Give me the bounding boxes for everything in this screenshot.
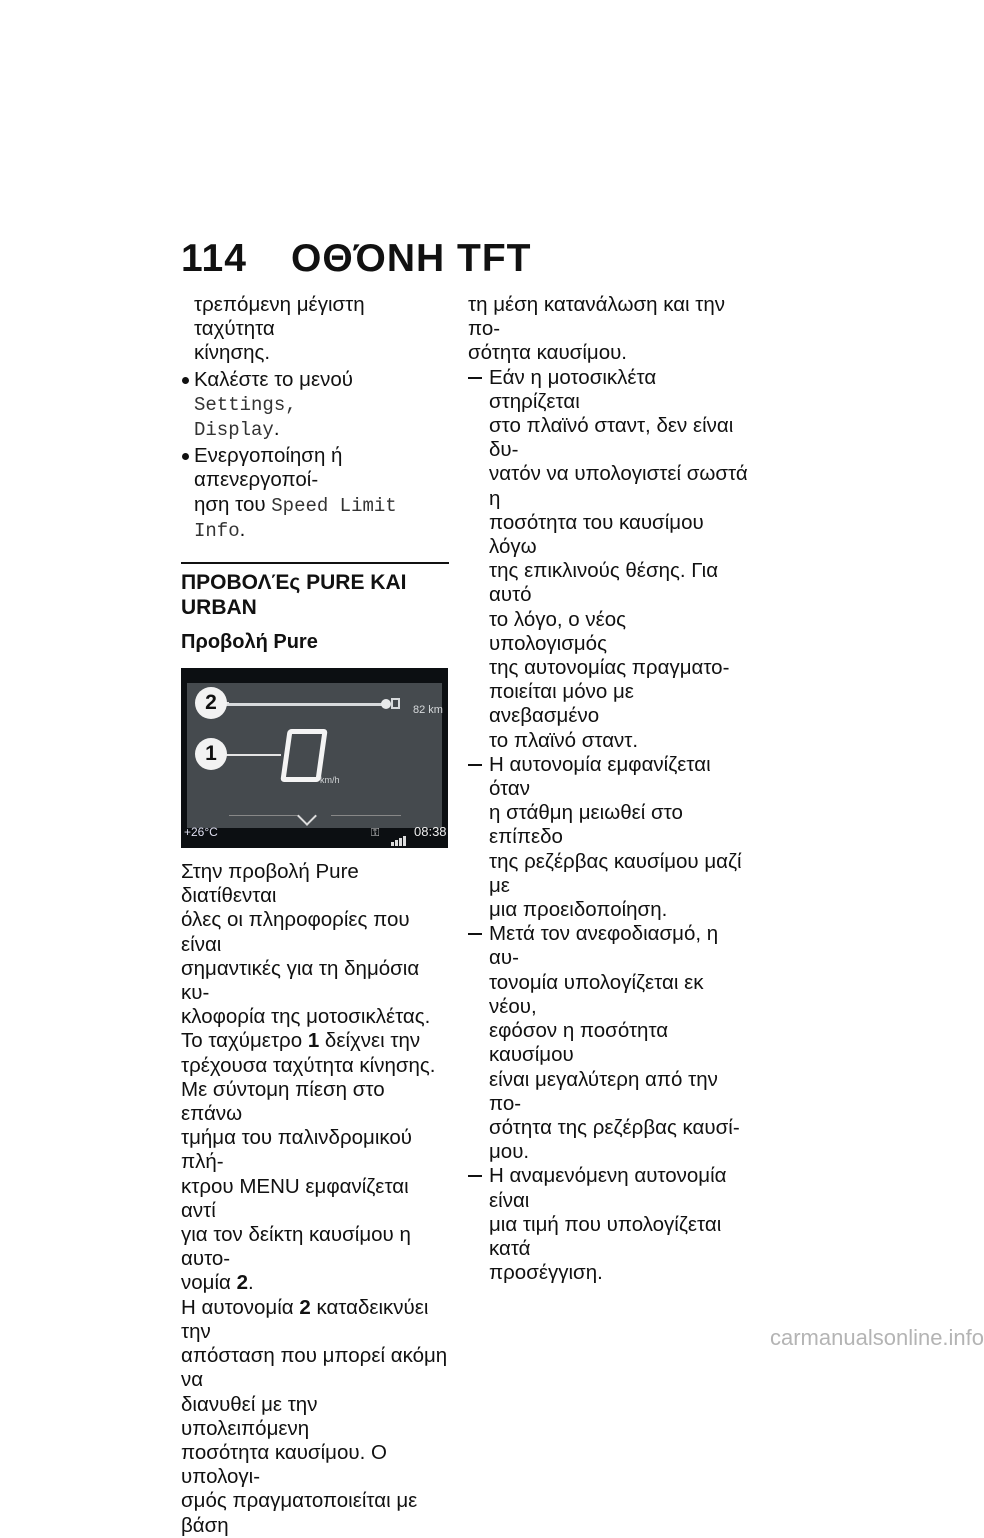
paragraph-intro: τη μέση κατανάλωση και την πο- σότητα καυσίμου. bbox=[468, 293, 726, 365]
bullet-item: Ενεργοποίηση ή απενεργοποί- ηση του Speed Limit Info. bbox=[181, 444, 449, 543]
watermark: carmanualsonline.info bbox=[770, 1325, 984, 1350]
key-icon: ⚿ bbox=[371, 827, 380, 840]
signal-strength-icon bbox=[391, 822, 407, 846]
code-display: Display bbox=[194, 419, 274, 442]
dash-item-reserve: Η αυτονομία εμφανίζεται όταν η στάθμη μειωθεί στο επίπεδο της ρεζέρβας καυσίμου μαζί με μια προειδοποίηση. bbox=[468, 753, 748, 922]
paragraph-pure-view: Στην προβολή Pure διατίθενται όλες οι πληροφορίες που είναι σημαντικές για τη δημόσια κυ- κλοφορία της μοτοσικλέτας. bbox=[181, 860, 431, 1029]
dash-item-side-stand: Εάν η μοτοσικλέτα στηρίζεται στο πλαϊνό σταντ, δεν είναι δυ- νατόν να υπολογιστεί σωστά η ποσότητα του καυσίμου λόγω της επικλινούς θέσης. Για αυτό το λόγο, ο νέος υπολογισμός της αυτονομίας πραγματο- ποιείται μόνο με ανεβασμένο το πλαϊνό σταντ. bbox=[468, 366, 748, 753]
page-number: 114 bbox=[181, 237, 247, 280]
dashboard-pure-view-figure bbox=[181, 668, 448, 848]
dash-item-refuel: Μετά τον ανεφοδιασμό, η αυ- τονομία υπολογίζεται εκ νέου, εφόσον η ποσότητα καυσίμου είναι μεγαλύτερη από την πο- σότητα της ρεζέρβας καυσί- μου. bbox=[468, 922, 748, 1164]
callout-1: 1 bbox=[195, 738, 227, 770]
right-column bbox=[468, 293, 748, 1285]
fuel-gauge-marker bbox=[381, 699, 391, 709]
clock-readout: 08:38 bbox=[414, 824, 447, 840]
speed-unit: km/h bbox=[320, 775, 340, 786]
temperature-readout: +26°C bbox=[184, 825, 218, 840]
code-speed-limit-info: Speed Limit Info bbox=[194, 494, 397, 542]
left-column bbox=[181, 293, 449, 1538]
paragraph-speedometer: Το ταχύμετρο 1 δείχνει την τρέχουσα ταχύτητα κίνησης. bbox=[181, 1029, 436, 1077]
callout-2: 2 bbox=[195, 687, 227, 719]
section-rule bbox=[181, 562, 449, 564]
fuel-pump-icon bbox=[391, 698, 400, 709]
continued-line: τρεπόμενη μέγιστη ταχύτητα bbox=[194, 293, 365, 341]
paragraph-menu-button: Με σύντομη πίεση στο επάνω τμήμα του παλινδρομικού πλή- κτρου MENU εμφανίζεται αντί για τον δείκτη καυσίμου η αυτο- νομία 2. bbox=[181, 1077, 412, 1295]
range-readout: 82 km bbox=[413, 704, 443, 717]
fuel-gauge-bar bbox=[209, 703, 385, 706]
section-title: ΠΡΟΒΟΛΈς PURE ΚΑΙ URBAN bbox=[181, 571, 407, 620]
bullet-item: Καλέστε το μενού Settings, Display. bbox=[181, 368, 449, 443]
paragraph-range: Η αυτονομία 2 καταδεικνύει την απόσταση που μπορεί ακόμη να διανυθεί με την υπολειπόμενη ποσότητα καυσίμου. Ο υπολογι- σμός πραγματοποιείται με βάση bbox=[181, 1295, 448, 1537]
code-settings: Settings, bbox=[194, 393, 297, 416]
page-header bbox=[181, 237, 531, 281]
page-title: ΟΘΌΝΗ TFT bbox=[291, 237, 532, 280]
continued-line: κίνησης. bbox=[194, 341, 271, 365]
dash-item-estimate: Η αναμενόμενη αυτονομία είναι μια τιμή που υπολογίζεται κατά προσέγγιση. bbox=[468, 1164, 748, 1285]
subsection-title: Προβολή Pure bbox=[181, 631, 318, 654]
